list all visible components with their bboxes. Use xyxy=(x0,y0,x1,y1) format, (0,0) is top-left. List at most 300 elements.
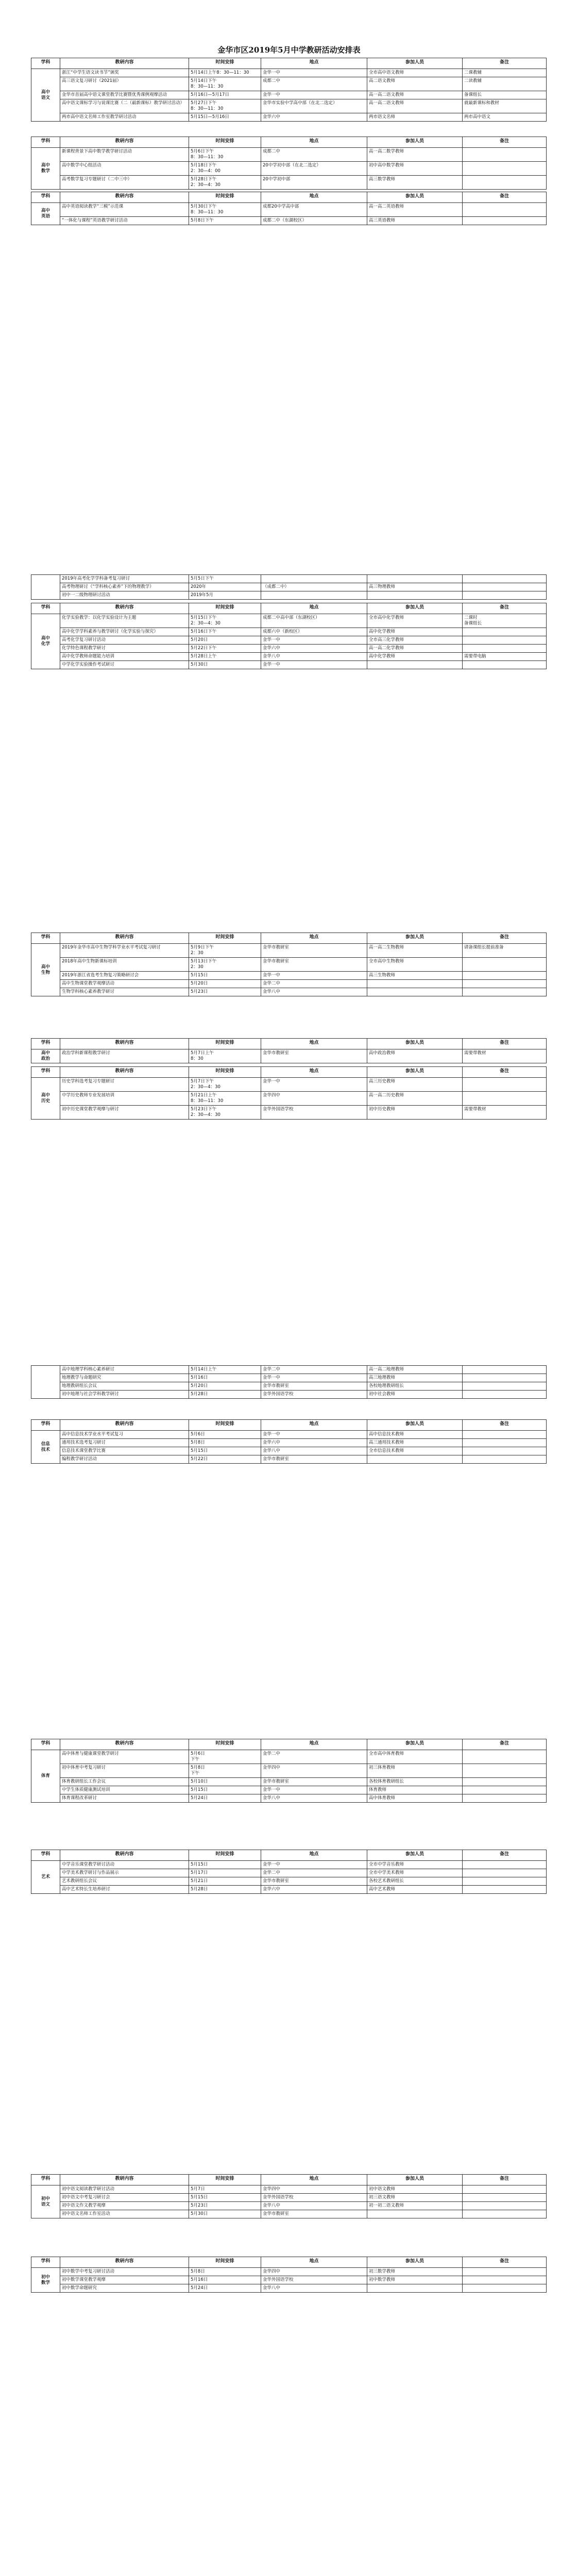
table-row xyxy=(31,1391,547,1399)
note-cell xyxy=(463,591,547,600)
content-cell: 初中历史课堂教学观摩与研讨 xyxy=(60,1106,189,1120)
column-header-time: 时间安排 xyxy=(189,2175,261,2185)
table-row xyxy=(31,958,547,972)
time-cell: 5月6日下午 8：30—11：30 xyxy=(189,148,261,162)
time-cell: 5月7日 xyxy=(189,2185,261,2194)
time-cell: 5月8日 xyxy=(189,2268,261,2276)
participants-cell: 高一高二语文教师 xyxy=(367,91,463,99)
table-row xyxy=(31,653,547,661)
location-cell: 金华八中 xyxy=(261,1447,367,1455)
location-cell: 金华四中 xyxy=(261,1092,367,1106)
content-cell: 初中数学命题研究 xyxy=(60,2284,189,2293)
column-header-subject: 学科 xyxy=(31,1420,60,1431)
content-cell: 地理教学与命题研究 xyxy=(60,1374,189,1382)
location-cell: 金华八中 xyxy=(261,2202,367,2210)
location-cell: 金华一中 xyxy=(261,69,367,77)
participants-cell: 初中历史教师 xyxy=(367,1106,463,1120)
content-cell: “一体化与课程”英语教学研讨活动 xyxy=(60,217,189,225)
column-header-participants: 参加人员 xyxy=(367,1039,463,1049)
location-cell: 金华二中 xyxy=(261,980,367,988)
table-row xyxy=(31,583,547,591)
table-row xyxy=(31,2276,547,2284)
column-header-participants: 参加人员 xyxy=(367,192,463,203)
content-cell: 中学生体质健康测试培训 xyxy=(60,1786,189,1794)
column-header-time: 时间安排 xyxy=(189,1039,261,1049)
table-row xyxy=(31,1794,547,1803)
schedule-section-5 xyxy=(31,603,546,669)
column-header-participants: 参加人员 xyxy=(367,1067,463,1078)
column-header-content: 教研内容 xyxy=(60,2175,189,2185)
column-header-content: 教研内容 xyxy=(60,2257,189,2268)
participants-cell: 高中化学教师 xyxy=(367,653,463,661)
column-header-note: 备注 xyxy=(463,1039,547,1049)
time-cell: 5月30日下午 8：30—11：30 xyxy=(189,203,261,217)
table-row xyxy=(31,645,547,653)
schedule-section-4 xyxy=(31,574,546,600)
note-cell: 需要带电脑 xyxy=(463,653,547,661)
table-row xyxy=(31,1366,547,1374)
location-cell: 金华六中 xyxy=(261,113,367,122)
subject-cell: 艺术 xyxy=(31,1861,60,1894)
location-cell xyxy=(261,575,367,583)
location-cell: 金华八中 xyxy=(261,2284,367,2293)
content-cell: 初中地理与社会学科教学研讨 xyxy=(60,1391,189,1399)
participants-cell xyxy=(367,575,463,583)
schedule-section-10 xyxy=(31,1419,546,1464)
content-cell: 金华市首届高中语文课堂教学比赛暨优秀课例观摩活动 xyxy=(60,91,189,99)
schedule-table xyxy=(31,1850,547,1894)
participants-cell: 初三语文教师 xyxy=(367,2194,463,2202)
location-cell: 金华一中 xyxy=(261,636,367,645)
column-header-participants: 参加人员 xyxy=(367,137,463,148)
column-header-location: 地点 xyxy=(261,2175,367,2185)
column-header-content: 教研内容 xyxy=(60,933,189,944)
table-row xyxy=(31,2194,547,2202)
location-cell: 金华六中 xyxy=(261,1886,367,1894)
time-cell: 5月6日 下午 xyxy=(189,1750,261,1764)
table-row xyxy=(31,1447,547,1455)
column-header-content: 教研内容 xyxy=(60,1420,189,1431)
column-header-subject: 学科 xyxy=(31,933,60,944)
location-cell: 金华外国语学校 xyxy=(261,1391,367,1399)
location-cell: 金华外国语学校 xyxy=(261,2194,367,2202)
column-header-location: 地点 xyxy=(261,58,367,69)
note-cell xyxy=(463,636,547,645)
content-cell: 高中地理学科核心素养研讨 xyxy=(60,1366,189,1374)
schedule-table xyxy=(31,192,547,225)
time-cell: 5月7日上午 8：30 xyxy=(189,1049,261,1063)
location-cell: 成都二中（东湖校区） xyxy=(261,217,367,225)
participants-cell: 高一高二地理教师 xyxy=(367,1366,463,1374)
table-row xyxy=(31,944,547,958)
time-cell: 5月15日下午 2：30—4：30 xyxy=(189,614,261,628)
content-cell: 化学实验教学：以化学实验设计为主题 xyxy=(60,614,189,628)
content-cell: 地理教研组长会议 xyxy=(60,1382,189,1391)
column-header-location: 地点 xyxy=(261,137,367,148)
schedule-section-1 xyxy=(31,58,546,122)
time-cell: 5月14日上午 xyxy=(189,1366,261,1374)
table-header-row xyxy=(31,1420,547,1431)
participants-cell: 全市高中生物教师 xyxy=(367,958,463,972)
subject-cell: 高中 语文 xyxy=(31,69,60,122)
table-row xyxy=(31,1750,547,1764)
location-cell: 金华四中 xyxy=(261,2185,367,2194)
content-cell: 高三语文复习研讨（2021届） xyxy=(60,77,189,91)
column-header-note: 备注 xyxy=(463,137,547,148)
time-cell: 5月30日 xyxy=(189,2210,261,2218)
column-header-time: 时间安排 xyxy=(189,192,261,203)
location-cell: 成都六中（新校区） xyxy=(261,628,367,636)
schedule-section-2 xyxy=(31,137,546,190)
table-row xyxy=(31,148,547,162)
location-cell: 金华四中 xyxy=(261,2268,367,2276)
subject-cell: 高中 政治 xyxy=(31,1049,60,1063)
location-cell: 金华外国语学校 xyxy=(261,1106,367,1120)
participants-cell: 初三数学教师 xyxy=(367,2268,463,2276)
table-row xyxy=(31,2185,547,2194)
table-row xyxy=(31,972,547,980)
time-cell: 5月27日下午 8：30—11：30 xyxy=(189,99,261,113)
content-cell: 体育课程改革研讨 xyxy=(60,1794,189,1803)
note-cell: 二课教辅 xyxy=(463,69,547,77)
participants-cell: 各校地理教研组长 xyxy=(367,1382,463,1391)
column-header-content: 教研内容 xyxy=(60,137,189,148)
schedule-section-9 xyxy=(31,1365,546,1399)
column-header-note: 备注 xyxy=(463,1067,547,1078)
content-cell: 2019年高考化学学科备考复习研讨 xyxy=(60,575,189,583)
participants-cell: 全市高中化学教师 xyxy=(367,614,463,628)
table-row xyxy=(31,1786,547,1794)
schedule-section-8 xyxy=(31,1066,546,1120)
time-cell: 5月5日下午 xyxy=(189,575,261,583)
column-header-note: 备注 xyxy=(463,1739,547,1750)
table-row xyxy=(31,1431,547,1439)
content-cell: 高考数学复习专题研讨（二中三中） xyxy=(60,176,189,190)
content-cell: 生物学科核心素养教学研讨 xyxy=(60,988,189,996)
participants-cell: 高一高二英语教师 xyxy=(367,203,463,217)
note-cell xyxy=(463,1877,547,1886)
participants-cell: 初三体育教师 xyxy=(367,1764,463,1778)
participants-cell xyxy=(367,980,463,988)
subject-cell: 体育 xyxy=(31,1750,60,1803)
note-cell xyxy=(463,1455,547,1464)
participants-cell xyxy=(367,2210,463,2218)
column-header-subject: 学科 xyxy=(31,58,60,69)
subject-cell: 高中 数学 xyxy=(31,148,60,190)
content-cell: 2019年浙江省选考生物复习策略研讨会 xyxy=(60,972,189,980)
location-cell: 金华二中 xyxy=(261,1869,367,1877)
table-header-row xyxy=(31,1850,547,1861)
table-row xyxy=(31,628,547,636)
table-row xyxy=(31,988,547,996)
column-header-time: 时间安排 xyxy=(189,58,261,69)
column-header-location: 地点 xyxy=(261,603,367,614)
note-cell xyxy=(463,148,547,162)
note-cell xyxy=(463,988,547,996)
schedule-section-7 xyxy=(31,1038,546,1063)
content-cell: 信息技术课堂教学比赛 xyxy=(60,1447,189,1455)
table-header-row xyxy=(31,2257,547,2268)
column-header-note: 备注 xyxy=(463,603,547,614)
participants-cell: 高三物理教师 xyxy=(367,583,463,591)
column-header-location: 地点 xyxy=(261,1739,367,1750)
location-cell: 金华市教研室 xyxy=(261,1049,367,1063)
location-cell: 金华市教研室 xyxy=(261,944,367,958)
column-header-subject: 学科 xyxy=(31,603,60,614)
column-header-location: 地点 xyxy=(261,1850,367,1861)
time-cell: 5月14日下午 8：30—11：30 xyxy=(189,77,261,91)
column-header-content: 教研内容 xyxy=(60,1039,189,1049)
content-cell: 2018年高中生物新课标培训 xyxy=(60,958,189,972)
column-header-note: 备注 xyxy=(463,2257,547,2268)
location-cell: 金华市教研室 xyxy=(261,2210,367,2218)
column-header-time: 时间安排 xyxy=(189,1850,261,1861)
note-cell xyxy=(463,2202,547,2210)
table-row xyxy=(31,77,547,91)
location-cell: 金华市教研室 xyxy=(261,1778,367,1786)
content-cell: 中学音乐课堂教学研讨活动 xyxy=(60,1861,189,1869)
column-header-note: 备注 xyxy=(463,2175,547,2185)
column-header-content: 教研内容 xyxy=(60,1850,189,1861)
content-cell: 高中语文课标学习与说课比赛（二（最新课标）教学研讨活动） xyxy=(60,99,189,113)
note-cell xyxy=(463,1778,547,1786)
column-header-subject: 学科 xyxy=(31,137,60,148)
participants-cell: 高三英语教师 xyxy=(367,217,463,225)
location-cell: 金华六中 xyxy=(261,645,367,653)
schedule-section-3 xyxy=(31,192,546,225)
table-row xyxy=(31,2202,547,2210)
column-header-time: 时间安排 xyxy=(189,1067,261,1078)
location-cell: 金华八中 xyxy=(261,988,367,996)
table-header-row xyxy=(31,1039,547,1049)
content-cell: 体育教研组长工作会议 xyxy=(60,1778,189,1786)
table-row xyxy=(31,1382,547,1391)
location-cell: 金华一中 xyxy=(261,1078,367,1092)
participants-cell: 全市高中语文教师 xyxy=(367,69,463,77)
note-cell xyxy=(463,2268,547,2276)
participants-cell: 高中政治教师 xyxy=(367,1049,463,1063)
note-cell xyxy=(463,972,547,980)
content-cell: 初中语文中考复习研讨会 xyxy=(60,2194,189,2202)
location-cell: 金华八中 xyxy=(261,1794,367,1803)
participants-cell: 高二语文教师 xyxy=(367,77,463,91)
column-header-time: 时间安排 xyxy=(189,933,261,944)
column-header-participants: 参加人员 xyxy=(367,933,463,944)
column-header-subject: 学科 xyxy=(31,1850,60,1861)
table-header-row xyxy=(31,137,547,148)
participants-cell: 高中信息技术教师 xyxy=(367,1431,463,1439)
table-row xyxy=(31,203,547,217)
location-cell: 金华一中 xyxy=(261,1861,367,1869)
table-row xyxy=(31,1092,547,1106)
schedule-section-12 xyxy=(31,1850,546,1894)
location-cell: 20中学初中部（在北二选定） xyxy=(261,162,367,176)
time-cell: 5月6日 xyxy=(189,1431,261,1439)
table-row xyxy=(31,1374,547,1382)
content-cell: 通用技术选考复习研讨 xyxy=(60,1439,189,1447)
time-cell: 5月20日 xyxy=(189,980,261,988)
participants-cell: 全市高中体育教师 xyxy=(367,1750,463,1764)
content-cell: 高中化学学科素养与教学研讨（化学实验与探究） xyxy=(60,628,189,636)
time-cell: 5月13日下午 2：30 xyxy=(189,958,261,972)
participants-cell: 初中高中数学教师 xyxy=(367,162,463,176)
table-header-row xyxy=(31,192,547,203)
note-cell xyxy=(463,958,547,972)
content-cell: 艺术教研组长会议 xyxy=(60,1877,189,1886)
table-header-row xyxy=(31,933,547,944)
table-row xyxy=(31,614,547,628)
subject-cell: 高中 历史 xyxy=(31,1078,60,1120)
schedule-table xyxy=(31,603,547,669)
note-cell xyxy=(463,162,547,176)
column-header-note: 备注 xyxy=(463,58,547,69)
column-header-time: 时间安排 xyxy=(189,603,261,614)
location-cell: 金华一中 xyxy=(261,1431,367,1439)
location-cell: 金华市教研室 xyxy=(261,958,367,972)
note-cell xyxy=(463,628,547,636)
note-cell: 二读教辅 xyxy=(463,77,547,91)
location-cell: 金华市教研室 xyxy=(261,1455,367,1464)
schedule-section-14 xyxy=(31,2257,546,2293)
column-header-participants: 参加人员 xyxy=(367,603,463,614)
location-cell: 成都20中学高中部 xyxy=(261,203,367,217)
schedule-table xyxy=(31,574,547,600)
time-cell: 5月21日 xyxy=(189,1877,261,1886)
table-row xyxy=(31,1869,547,1877)
note-cell: 就最新课标和教材 xyxy=(463,99,547,113)
table-row xyxy=(31,217,547,225)
location-cell: 金华一中 xyxy=(261,661,367,669)
subject-cell: 初中 数学 xyxy=(31,2268,60,2293)
schedule-table xyxy=(31,58,547,122)
note-cell xyxy=(463,645,547,653)
column-header-subject: 学科 xyxy=(31,1067,60,1078)
table-row xyxy=(31,1106,547,1120)
time-cell: 5月10日 xyxy=(189,1778,261,1786)
table-row xyxy=(31,1439,547,1447)
participants-cell: 高三数学教师 xyxy=(367,176,463,190)
subject-cell: 高中 化学 xyxy=(31,614,60,669)
participants-cell: 高三生物教师 xyxy=(367,972,463,980)
content-cell: 政治学科新课程教学研讨 xyxy=(60,1049,189,1063)
participants-cell: 高中化学教师 xyxy=(367,628,463,636)
content-cell: 浙江“中学生语文读书节”颁奖 xyxy=(60,69,189,77)
note-cell xyxy=(463,2194,547,2202)
note-cell: 需要带教材 xyxy=(463,1049,547,1063)
participants-cell: 高一高二化学教师 xyxy=(367,645,463,653)
location-cell: 金华市教研室 xyxy=(261,1382,367,1391)
location-cell: 金华一中 xyxy=(261,91,367,99)
time-cell: 5月18日下午 2：30—4：00 xyxy=(189,162,261,176)
note-cell: 备课组长 xyxy=(463,91,547,99)
subject-cell: 信息 技术 xyxy=(31,1431,60,1464)
schedule-section-13 xyxy=(31,2174,546,2218)
content-cell: 高考化学复习研讨活动 xyxy=(60,636,189,645)
column-header-location: 地点 xyxy=(261,933,367,944)
time-cell: 5月20日 xyxy=(189,636,261,645)
note-cell xyxy=(463,1078,547,1092)
note-cell xyxy=(463,980,547,988)
schedule-table xyxy=(31,1038,547,1063)
column-header-participants: 参加人员 xyxy=(367,1850,463,1861)
time-cell: 5月30日 xyxy=(189,661,261,669)
note-cell xyxy=(463,583,547,591)
time-cell: 5月16日 xyxy=(189,2276,261,2284)
column-header-note: 备注 xyxy=(463,192,547,203)
note-cell: 请备课组长提前准备 xyxy=(463,944,547,958)
participants-cell: 初中数学教师 xyxy=(367,2276,463,2284)
subject-cell xyxy=(31,1366,60,1399)
table-row xyxy=(31,113,547,122)
participants-cell: 两市语文名师 xyxy=(367,113,463,122)
participants-cell: 高一高二语文教师 xyxy=(367,99,463,113)
column-header-note: 备注 xyxy=(463,933,547,944)
time-cell: 5月23日下午 2：30—4：30 xyxy=(189,1106,261,1120)
content-cell: 初中数学中考复习研讨活动 xyxy=(60,2268,189,2276)
column-header-participants: 参加人员 xyxy=(367,58,463,69)
table-row xyxy=(31,176,547,190)
content-cell: 两市高中语文名师工作室教学研讨活动 xyxy=(60,113,189,122)
table-row xyxy=(31,591,547,600)
participants-cell: 高中艺术教师 xyxy=(367,1886,463,1894)
participants-cell: 体育教师 xyxy=(367,1786,463,1794)
time-cell: 5月16日下午 xyxy=(189,628,261,636)
content-cell: 高中数学中心组活动 xyxy=(60,162,189,176)
note-cell xyxy=(463,1786,547,1794)
content-cell: 高中英语阅读教学“三模”示范课 xyxy=(60,203,189,217)
time-cell: 5月22日下午 xyxy=(189,645,261,653)
table-row xyxy=(31,162,547,176)
note-cell xyxy=(463,1764,547,1778)
time-cell: 5月21日上午 8：30—11：30 xyxy=(189,1092,261,1106)
column-header-location: 地点 xyxy=(261,1039,367,1049)
table-header-row xyxy=(31,1067,547,1078)
time-cell: 5月15日 xyxy=(189,1447,261,1455)
subject-cell: 高中 生物 xyxy=(31,944,60,996)
participants-cell: 全市中学美术教师 xyxy=(367,1869,463,1877)
location-cell: 金华六中 xyxy=(261,1439,367,1447)
table-row xyxy=(31,2284,547,2293)
note-cell xyxy=(463,1794,547,1803)
time-cell: 5月16日 xyxy=(189,1374,261,1382)
note-cell: 两市高中语文 xyxy=(463,113,547,122)
location-cell: 金华四中 xyxy=(261,1764,367,1778)
note-cell xyxy=(463,176,547,190)
note-cell xyxy=(463,2284,547,2293)
participants-cell: 高一高二生物教师 xyxy=(367,944,463,958)
time-cell: 5月8日 下午 xyxy=(189,1764,261,1778)
subject-cell: 初中 语文 xyxy=(31,2185,60,2218)
column-header-time: 时间安排 xyxy=(189,1420,261,1431)
table-row xyxy=(31,1455,547,1464)
content-cell: 中学历史教师专业发展培训 xyxy=(60,1092,189,1106)
column-header-participants: 参加人员 xyxy=(367,1420,463,1431)
column-header-time: 时间安排 xyxy=(189,2257,261,2268)
schedule-table xyxy=(31,1739,547,1803)
schedule-table xyxy=(31,1066,547,1120)
note-cell xyxy=(463,1431,547,1439)
content-cell: 初中语文作文教学观摩 xyxy=(60,2202,189,2210)
table-row xyxy=(31,1764,547,1778)
note-cell xyxy=(463,217,547,225)
note-cell xyxy=(463,1374,547,1382)
content-cell: 编程教学研讨活动 xyxy=(60,1455,189,1464)
note-cell xyxy=(463,1092,547,1106)
column-header-location: 地点 xyxy=(261,2257,367,2268)
note-cell xyxy=(463,1391,547,1399)
location-cell: 金华二中 xyxy=(261,1750,367,1764)
column-header-participants: 参加人员 xyxy=(367,2257,463,2268)
